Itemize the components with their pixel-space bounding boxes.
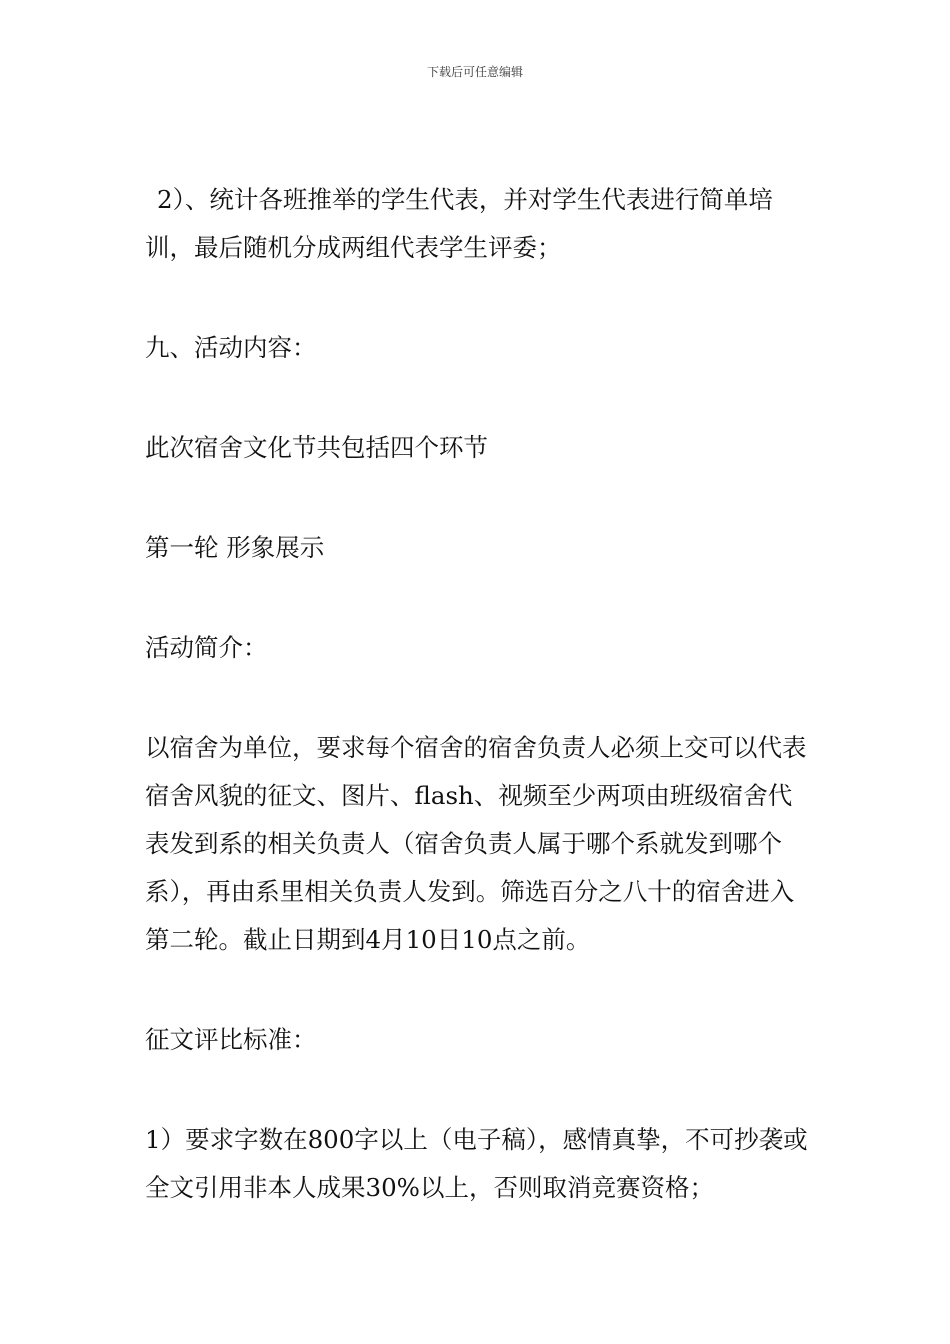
subheading-intro: 活动简介： <box>145 633 268 662</box>
paragraph-four-stages: 此次宿舍文化节共包括四个环节 <box>145 433 488 462</box>
page-header: 下载后可任意编辑 <box>426 65 523 79</box>
round-heading: 第一轮 形象展示 <box>145 533 325 562</box>
section-heading-activity-content: 九、活动内容： <box>145 333 317 362</box>
paragraph-training: 2）、统计各班推举的学生代表，并对学生代表进行简单培训，最后随机分成两组代表学生评委； <box>145 185 773 262</box>
subheading-essay-criteria: 征文评比标准： <box>145 1025 317 1054</box>
document-body <box>145 176 810 1264</box>
paragraph-intro-details: 以宿舍为单位，要求每个宿舍的宿舍负责人必须上交可以代表宿舍风貌的征文、图片、flash、视频至少两项由班级宿舍代表发到系的相关负责人（宿舍负责人属于哪个系就发到哪个系），再由系里相关负责人发到。筛选百分之八十的宿舍进入第二轮。截止日期到4月10日10点之前。 <box>145 733 807 954</box>
paragraph-criteria-1: 1）要求字数在800字以上（电子稿），感情真挚，不可抄袭或全文引用非本人成果30%以上，否则取消竞赛资格； <box>145 1125 808 1202</box>
